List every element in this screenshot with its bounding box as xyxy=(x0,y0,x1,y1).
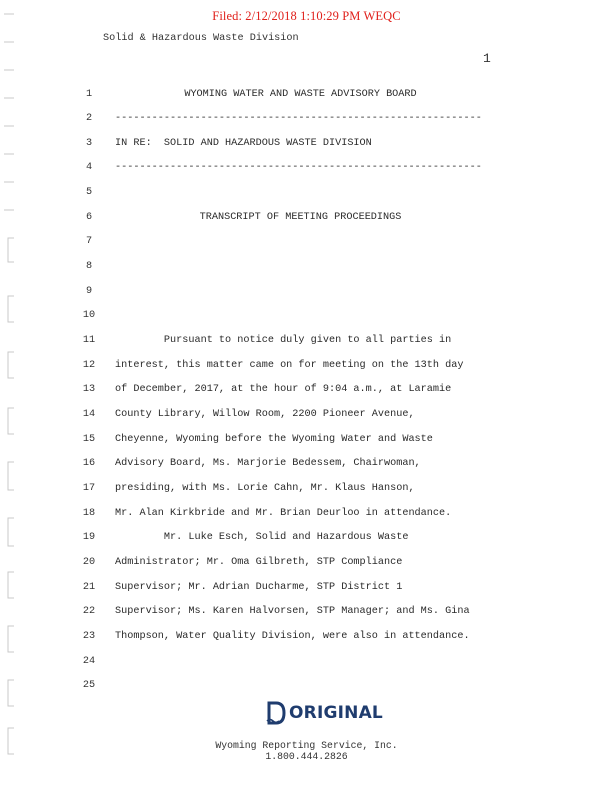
line-number: 15 xyxy=(82,434,96,445)
line-number: 19 xyxy=(82,532,96,543)
footer-phone: 1.800.444.2826 xyxy=(265,751,348,762)
scan-margin-marks xyxy=(0,0,22,792)
filed-stamp: Filed: 2/12/2018 1:10:29 PM WEQC xyxy=(212,9,401,23)
line-text: Administrator; Mr. Oma Gilbreth, STP Compliance xyxy=(115,557,403,568)
line-number: 11 xyxy=(82,335,96,346)
line-number: 5 xyxy=(85,187,93,198)
line-text: IN RE: SOLID AND HAZARDOUS WASTE DIVISION xyxy=(115,138,372,149)
line-number: 14 xyxy=(82,409,96,420)
line-text: Mr. Luke Esch, Solid and Hazardous Waste xyxy=(115,532,409,543)
line-number: 22 xyxy=(82,606,96,617)
page-number: 1 xyxy=(483,51,491,66)
line-number: 10 xyxy=(82,310,96,321)
line-number: 4 xyxy=(85,162,93,173)
line-number: 12 xyxy=(82,360,96,371)
line-text: Thompson, Water Quality Division, were also in attendance. xyxy=(115,631,470,642)
original-logo xyxy=(266,700,383,726)
line-text: Advisory Board, Ms. Marjorie Bedessem, Chairwoman, xyxy=(115,458,421,469)
line-number: 1 xyxy=(85,89,93,100)
line-number: 9 xyxy=(85,286,93,297)
line-text: presiding, with Ms. Lorie Cahn, Mr. Klaus Hanson, xyxy=(115,483,415,494)
line-text: Supervisor; Ms. Karen Halvorsen, STP Manager; and Ms. Gina xyxy=(115,606,470,617)
line-text: Supervisor; Mr. Adrian Ducharme, STP District 1 xyxy=(115,582,403,593)
line-text: County Library, Willow Room, 2200 Pioneer Avenue, xyxy=(115,409,415,420)
line-number: 6 xyxy=(85,212,93,223)
line-number: 23 xyxy=(82,631,96,642)
line-number: 21 xyxy=(82,582,96,593)
line-number: 2 xyxy=(85,113,93,124)
line-number: 24 xyxy=(82,656,96,667)
line-number: 16 xyxy=(82,458,96,469)
line-text: of December, 2017, at the hour of 9:04 a.m., at Laramie xyxy=(115,384,452,395)
running-header: Solid & Hazardous Waste Division xyxy=(103,33,299,44)
footer xyxy=(0,740,613,762)
line-text: Mr. Alan Kirkbride and Mr. Brian Deurloo in attendance. xyxy=(115,508,452,519)
footer-company: Wyoming Reporting Service, Inc. xyxy=(215,740,398,751)
original-logo-text: ORIGINAL xyxy=(289,703,383,723)
line-number: 3 xyxy=(85,138,93,149)
line-number: 25 xyxy=(82,680,96,691)
line-number: 20 xyxy=(82,557,96,568)
line-text: ------------------------------------------------------------ xyxy=(115,162,482,173)
line-number: 8 xyxy=(85,261,93,272)
line-text: ------------------------------------------------------------ xyxy=(115,113,482,124)
line-number: 18 xyxy=(82,508,96,519)
line-text: TRANSCRIPT OF MEETING PROCEEDINGS xyxy=(199,212,402,223)
original-d-icon xyxy=(266,701,286,725)
line-number: 13 xyxy=(82,384,96,395)
line-text: WYOMING WATER AND WASTE ADVISORY BOARD xyxy=(184,89,417,100)
line-number: 17 xyxy=(82,483,96,494)
line-text: Cheyenne, Wyoming before the Wyoming Water and Waste xyxy=(115,434,433,445)
line-text: Pursuant to notice duly given to all parties in xyxy=(115,335,452,346)
line-text: interest, this matter came on for meeting on the 13th day xyxy=(115,360,464,371)
line-number: 7 xyxy=(85,236,93,247)
